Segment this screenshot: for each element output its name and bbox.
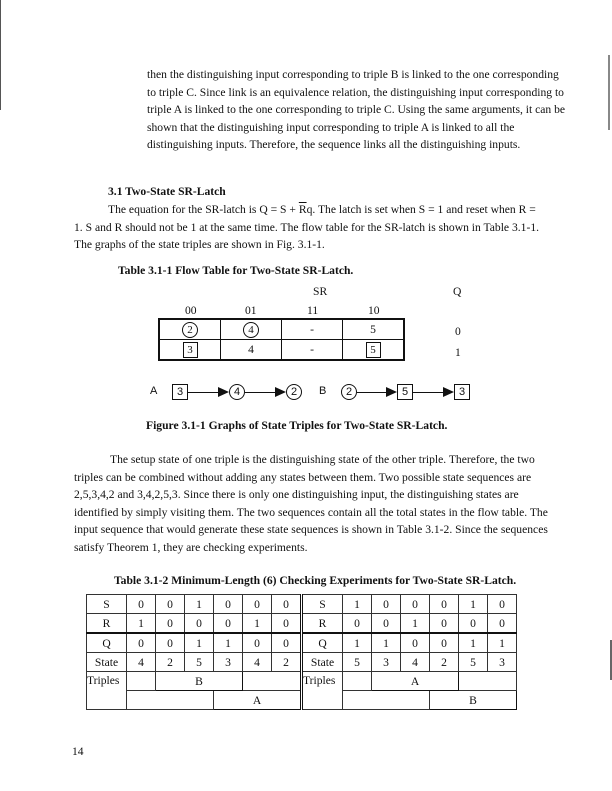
experiment-cell: 0 <box>372 595 401 614</box>
experiment-cell: 0 <box>272 614 302 634</box>
experiment-row-triples <box>87 672 517 691</box>
experiment-cell: 0 <box>127 595 156 614</box>
flow-table-input-label: SR <box>313 285 328 298</box>
experiment-row-r <box>87 614 517 634</box>
stable-state-circle: 4 <box>243 322 259 338</box>
scan-edge-left <box>0 0 1 110</box>
flow-row <box>159 340 404 361</box>
experiment-cell: 1 <box>127 614 156 634</box>
triple-label: B <box>319 385 327 397</box>
experiment-cell: 0 <box>488 595 517 614</box>
page-number: 14 <box>72 745 84 758</box>
experiment-cell: 4 <box>127 653 156 672</box>
triple-gap <box>243 672 302 691</box>
experiment-cell: 0 <box>430 614 459 634</box>
experiment-cell: 3 <box>488 653 517 672</box>
experiment-cell: 2 <box>430 653 459 672</box>
experiment-cell: 4 <box>401 653 430 672</box>
triple-graph-b <box>319 384 479 404</box>
arrow-head-icon <box>386 387 397 397</box>
row-label: Q <box>302 633 343 653</box>
triple-graph-a <box>150 384 310 404</box>
flow-table-caption: Table 3.1-1 Flow Table for Two-State SR-Latch. <box>118 264 354 277</box>
row-label: State <box>87 653 127 672</box>
state-node-circle: 2 <box>341 384 357 400</box>
flow-q-0: 0 <box>455 325 461 338</box>
experiment-row-q <box>87 633 517 653</box>
equation-overbar-term: $\overline{R}$ <box>298 203 307 216</box>
figure-caption: Figure 3.1-1 Graphs of State Triples for Two-State SR-Latch. <box>146 419 448 432</box>
flow-col-00: 00 <box>185 304 197 317</box>
state-node-square: 3 <box>172 384 188 400</box>
flow-cell <box>221 319 282 340</box>
stable-state-square: 5 <box>366 342 381 358</box>
experiment-cell: 0 <box>127 633 156 653</box>
equation-rest: q <box>306 203 313 216</box>
experiment-cell: 0 <box>459 614 488 634</box>
stable-state-square: 3 <box>183 342 198 358</box>
flow-table <box>158 318 405 361</box>
experiment-cell: 0 <box>272 595 302 614</box>
experiment-cell: 1 <box>185 633 214 653</box>
state-node-square: 5 <box>397 384 413 400</box>
experiment-cell: 0 <box>401 595 430 614</box>
triple-gap <box>127 672 156 691</box>
row-label: Triples <box>87 672 127 710</box>
experiment-cell: 1 <box>343 633 372 653</box>
experiment-cell: 5 <box>185 653 214 672</box>
experiment-cell: 0 <box>272 633 302 653</box>
flow-cell: 5 <box>343 319 405 340</box>
flow-col-01: 01 <box>245 304 257 317</box>
paragraph-2 <box>74 201 544 254</box>
arrow-head-icon <box>275 387 286 397</box>
triple-span-a: A <box>372 672 459 691</box>
triple-span-b: B <box>156 672 243 691</box>
experiments-table <box>86 594 517 710</box>
experiment-cell: 5 <box>459 653 488 672</box>
experiment-cell: 0 <box>243 633 272 653</box>
arrow-head-icon <box>218 387 229 397</box>
triple-gap <box>127 691 214 710</box>
experiment-cell: 1 <box>214 633 243 653</box>
stable-state-circle: 2 <box>182 322 198 338</box>
flow-cell: 4 <box>221 340 282 361</box>
experiment-cell: 5 <box>343 653 372 672</box>
experiment-cell: 0 <box>156 633 185 653</box>
experiment-cell: 2 <box>272 653 302 672</box>
flow-q-1: 1 <box>455 346 461 359</box>
triple-span-b: B <box>430 691 517 710</box>
triple-gap <box>343 691 430 710</box>
experiment-cell: 3 <box>214 653 243 672</box>
experiment-cell: 1 <box>459 595 488 614</box>
experiment-cell: 1 <box>401 614 430 634</box>
equation-lhs: Q = S + <box>259 203 299 216</box>
row-label: R <box>87 614 127 634</box>
flow-cell: - <box>282 340 343 361</box>
row-label: R <box>302 614 343 634</box>
experiment-cell: 0 <box>488 614 517 634</box>
section-heading: 3.1 Two-State SR-Latch <box>108 185 226 198</box>
experiment-row-s <box>87 595 517 614</box>
experiment-cell: 0 <box>156 614 185 634</box>
flow-col-11: 11 <box>307 304 319 317</box>
experiment-cell: 1 <box>372 633 401 653</box>
paragraph-2-start: The equation for the SR-latch is <box>108 203 260 216</box>
triple-gap <box>459 672 517 691</box>
row-label: S <box>302 595 343 614</box>
equation <box>259 203 312 216</box>
experiment-cell: 1 <box>459 633 488 653</box>
experiment-row-state <box>87 653 517 672</box>
experiment-cell: 0 <box>214 614 243 634</box>
experiment-cell: 3 <box>372 653 401 672</box>
paragraph-2-end: . The latch is set when S = 1 and reset when R = 1. S and R should not be 1 at the same time. The flow table for the SR-latch is shown in Table 3.1-1. The graphs of the state triples are shown in Fig. 3.1-1. <box>74 203 540 252</box>
experiment-cell: 0 <box>372 614 401 634</box>
flow-cell <box>159 319 221 340</box>
experiments-table-caption: Table 3.1-2 Minimum-Length (6) Checking Experiments for Two-State SR-Latch. <box>114 574 517 587</box>
triple-label: A <box>150 385 158 397</box>
state-node-circle: 2 <box>286 384 302 400</box>
experiment-cell: 0 <box>401 633 430 653</box>
flow-cell <box>159 340 221 361</box>
paragraph-1: then the distinguishing input corresponding to triple B is linked to the one corresponding to triple C. Since link is an equivalence relation, the distinguishing input corresponding to triple A is linked to the one corresponding to triple C. Using the same arguments, it can be shown that the distinguishing input corresponding to triple A is linked to all the distinguishing inputs. Therefore, the sequence links all the distinguishing inputs. <box>147 68 566 152</box>
experiment-cell: 1 <box>243 614 272 634</box>
experiment-cell: 1 <box>488 633 517 653</box>
row-label: Q <box>87 633 127 653</box>
state-node-circle: 4 <box>229 384 245 400</box>
experiment-cell: 0 <box>156 595 185 614</box>
experiment-cell: 1 <box>343 595 372 614</box>
flow-col-10: 10 <box>368 304 380 317</box>
experiment-cell: 0 <box>430 595 459 614</box>
triple-span-a: A <box>214 691 302 710</box>
row-label: Triples <box>302 672 343 710</box>
experiment-cell: 1 <box>185 595 214 614</box>
experiment-cell: 0 <box>343 614 372 634</box>
experiment-cell: 2 <box>156 653 185 672</box>
flow-cell: - <box>282 319 343 340</box>
experiment-cell: 0 <box>185 614 214 634</box>
arrow-head-icon <box>443 387 454 397</box>
experiment-cell: 0 <box>214 595 243 614</box>
paragraph-3: The setup state of one triple is the distinguishing state of the other triple. Therefore, the two triples can be combined without adding any states between them. Two possible state sequences are 2,5,3,4,2 and 3,4,2,5,3. Since there is only one distinguishing input, the distinguishing states are identified by simply visiting them. The two sequences contain all the total states in the flow table. The input sequence that would generate these state sequences is shown in Table 3.1-2. Since the sequences satisfy Theorem 1, they are checking experiments. <box>74 453 548 554</box>
flow-cell <box>343 340 405 361</box>
experiment-cell: 0 <box>243 595 272 614</box>
flow-table-output-label: Q <box>453 285 462 298</box>
experiment-cell: 0 <box>430 633 459 653</box>
row-label: State <box>302 653 343 672</box>
state-node-square: 3 <box>454 384 470 400</box>
experiment-cell: 4 <box>243 653 272 672</box>
row-label: S <box>87 595 127 614</box>
flow-row <box>159 319 404 340</box>
triple-gap <box>343 672 372 691</box>
scan-edge-right <box>608 55 610 130</box>
